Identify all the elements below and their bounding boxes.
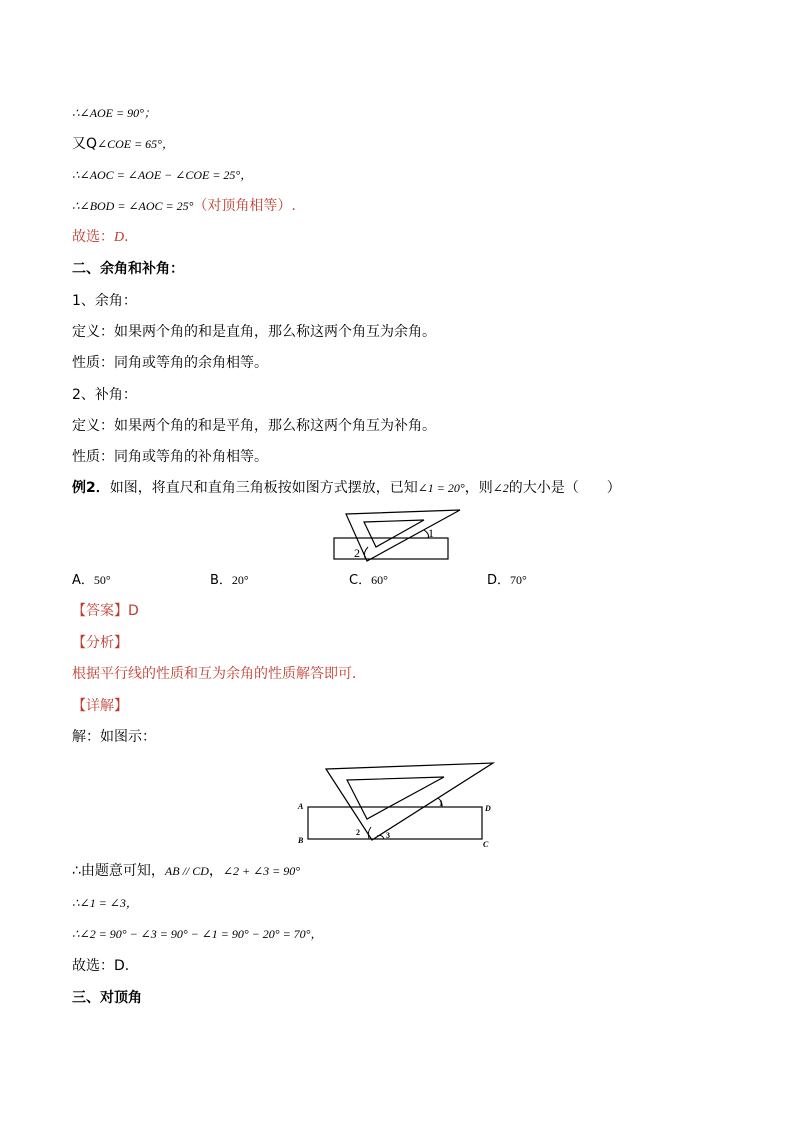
step-coe bbox=[72, 135, 174, 153]
triangle-inner bbox=[364, 520, 424, 547]
complementary-definition: 定义：如果两个角的和是直角，那么称这两个角互为余角。 bbox=[72, 324, 436, 340]
fig2-label-b: B bbox=[298, 836, 304, 845]
fig2-label-d: D bbox=[485, 804, 491, 813]
example2-text-b: ，则 bbox=[464, 480, 493, 496]
triangle-inner-2 bbox=[347, 777, 444, 819]
choice-value: D bbox=[114, 230, 125, 245]
option-c-key: C． bbox=[349, 573, 372, 588]
supplementary-property: 性质：同角或等角的补角相等。 bbox=[72, 449, 268, 465]
step1-comma: ， bbox=[208, 863, 223, 879]
step1-prefix: ∴由题意可知， bbox=[72, 863, 165, 879]
option-d-key: D． bbox=[487, 573, 511, 588]
triangle-outer-2 bbox=[326, 763, 493, 840]
text-vertical-angles: （对顶角相等）. bbox=[193, 198, 296, 214]
text-you: 又Q bbox=[72, 136, 98, 152]
triangle-outer bbox=[346, 510, 460, 561]
choice-line-1 bbox=[72, 228, 129, 247]
solution-conclusion: 故选：D． bbox=[72, 958, 139, 974]
fig1-label-2: 2 bbox=[354, 546, 360, 560]
step-aoc bbox=[72, 166, 252, 184]
detail-heading: 【详解】 bbox=[72, 698, 128, 714]
fig2-label-2: 2 bbox=[356, 828, 360, 837]
option-b bbox=[210, 571, 249, 590]
math-coe: ∠COE = 65°， bbox=[97, 137, 174, 151]
step3-math: ∴∠2 = 90° − ∠3 = 90° − ∠1 = 90° − 20° = 70°， bbox=[72, 927, 323, 941]
example2-angle1: ∠1 = 20° bbox=[417, 481, 465, 495]
math-aoe: ∴∠AOE = 90°； bbox=[72, 106, 156, 120]
step1-parallel: AB // CD bbox=[164, 864, 209, 878]
solution-step-2 bbox=[72, 894, 138, 912]
angle2-arc bbox=[364, 547, 368, 558]
fig1-label-1: 1 bbox=[428, 526, 434, 540]
section2-title: 二、余角和补角： bbox=[72, 261, 184, 277]
example2-label: 例2． bbox=[72, 480, 110, 496]
answer-line: 【答案】D bbox=[72, 603, 139, 619]
option-c-value: 60° bbox=[371, 573, 388, 587]
option-c bbox=[349, 571, 388, 590]
option-a-key: A． bbox=[72, 573, 94, 588]
step1-sum: ∠2 + ∠3 = 90° bbox=[222, 864, 301, 878]
step-aoe bbox=[72, 104, 156, 122]
choice-label: 故选： bbox=[72, 229, 114, 245]
detail-intro: 解：如图示： bbox=[72, 729, 156, 745]
fig2-label-1: 1 bbox=[439, 799, 443, 808]
analysis-heading: 【分析】 bbox=[72, 635, 128, 651]
example2-text-c: 的大小是（ ） bbox=[508, 480, 621, 496]
step-bod bbox=[72, 197, 296, 215]
option-b-value: 20° bbox=[231, 573, 249, 587]
choice-period: . bbox=[124, 229, 129, 245]
option-a bbox=[72, 571, 111, 590]
fig2-label-c: C bbox=[483, 840, 489, 849]
math-bod: ∴∠BOD = ∠AOC = 25° bbox=[72, 199, 194, 213]
figure-ruler-triangle bbox=[330, 505, 470, 565]
option-b-key: B． bbox=[210, 573, 232, 588]
complementary-heading: 1、余角： bbox=[72, 293, 137, 309]
fig2-label-3: 3 bbox=[386, 831, 390, 840]
ruler-rect-abcd bbox=[308, 807, 482, 839]
fig2-label-a: A bbox=[298, 802, 304, 811]
math-aoc: ∴∠AOC = ∠AOE − ∠COE = 25°， bbox=[72, 168, 253, 182]
solution-step-1 bbox=[72, 862, 300, 880]
step2-math: ∴∠1 = ∠3， bbox=[72, 896, 138, 910]
supplementary-definition: 定义：如果两个角的和是平角，那么称这两个角互为补角。 bbox=[72, 418, 436, 434]
figure-labelled-diagram bbox=[292, 758, 498, 850]
solution-step-3 bbox=[72, 925, 322, 943]
example2-question bbox=[72, 479, 621, 497]
complementary-property: 性质：同角或等角的余角相等。 bbox=[72, 355, 268, 371]
section3-title: 三、对顶角 bbox=[72, 990, 142, 1006]
option-a-value: 50° bbox=[93, 573, 111, 587]
option-d bbox=[487, 571, 527, 590]
example2-angle2: ∠2 bbox=[492, 481, 509, 495]
analysis-text: 根据平行线的性质和互为余角的性质解答即可． bbox=[72, 666, 366, 682]
option-d-value: 70° bbox=[510, 573, 527, 587]
supplementary-heading: 2、补角： bbox=[72, 387, 137, 403]
example2-text-a: 如图，将直尺和直角三角板按如图方式摆放，已知 bbox=[109, 480, 418, 496]
